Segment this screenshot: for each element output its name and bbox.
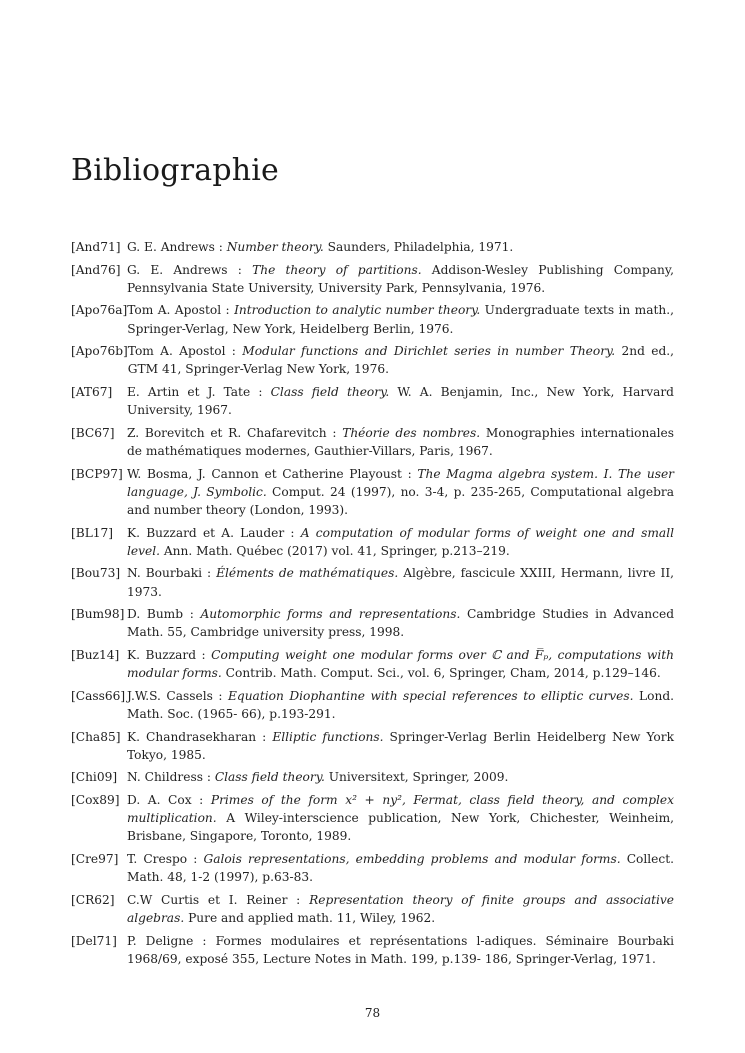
entry-text [127, 687, 674, 723]
entry-publication: Formes modulaires et représentations l-adiques. Séminaire Bourbaki 1968/69, exposé 355, Lecture Notes in Math. 199, p.139- 186, Springer-Verlag, 1971. [127, 933, 674, 966]
entry-publication: Cambridge Studies in Advanced Math. 55, Cambridge university press, 1998. [127, 607, 674, 640]
entry-author: G. E. Andrews : [127, 262, 253, 277]
entry-title: Galois representations, embedding problems and modular forms. [203, 851, 621, 866]
entry-title: Class field theory. [270, 384, 390, 399]
entry-text [127, 891, 674, 927]
entry-key: [Cass66] [71, 688, 126, 703]
entry-text [127, 728, 674, 764]
entry-text [128, 342, 674, 378]
entry-author: C.W Curtis et I. Reiner : [127, 892, 310, 907]
entry-publication: A Wiley-interscience publication, New York, Chichester, Weinheim, Brisbane, Singapore, Toronto, 1989. [127, 811, 674, 844]
entry-title: Automorphic forms and representations. [200, 607, 461, 622]
bibliography-entry [71, 891, 674, 927]
entry-author: D. A. Cox : [127, 792, 211, 807]
entry-publication: Monographies internationales de mathématiques modernes, Gauthier-Villars, Paris, 1967. [127, 425, 674, 458]
entry-title: Computing weight one modular forms over ℂ and F̅ₚ, computations with modular forms. [127, 647, 675, 681]
bibliography-entry [71, 768, 674, 786]
entry-publication: Saunders, Philadelphia, 1971. [323, 240, 514, 254]
bibliography-entry [71, 301, 674, 337]
page-title: Bibliographie [71, 153, 280, 188]
entry-key: [Cha85] [71, 729, 121, 744]
entry-author: P. Deligne : [127, 933, 216, 948]
bibliography-entry [71, 850, 674, 886]
entry-key: [BC67] [71, 425, 115, 440]
entry-key: [Apo76a] [71, 303, 128, 318]
entry-author: Tom A. Apostol : [127, 344, 243, 359]
entry-text [127, 605, 674, 641]
entry-key: [Buz14] [71, 647, 120, 662]
entry-title: Representation theory of finite groups and associative algebras. [127, 892, 675, 925]
entry-key: [Apo76b] [71, 344, 128, 359]
entry-title: Modular functions and Dirichlet series in number Theory. [242, 344, 616, 359]
entry-key: [BCP97] [71, 466, 123, 481]
entry-author: N. Childress : [127, 770, 215, 785]
entry-author: K. Chandrasekharan : [127, 729, 273, 744]
entry-author: E. Artin et J. Tate : [127, 384, 271, 399]
bibliography-entry [71, 383, 674, 419]
entry-text [127, 791, 674, 846]
entry-author: Z. Borevitch et R. Chafarevitch : [127, 425, 343, 440]
entry-text [127, 932, 674, 968]
entry-publication: Addison-Wesley Publishing Company, Pennsylvania State University, University Park, Pennsylvania, 1976. [127, 262, 674, 295]
bibliography-list [71, 238, 674, 972]
entry-publication: Comput. 24 (1997), no. 3-4, p. 235-265, Computational algebra and number theory (London, 1993). [127, 484, 674, 517]
entry-publication: Pure and applied math. 11, Wiley, 1962. [184, 910, 436, 925]
bibliography-entry [71, 605, 674, 641]
entry-title: Théorie des nombres. [342, 425, 481, 440]
entry-author: Tom A. Apostol : [127, 303, 235, 318]
bibliography-entry [71, 932, 674, 968]
entry-text [127, 383, 674, 419]
entry-title: Elliptic functions. [272, 729, 384, 744]
entry-publication: Contrib. Math. Comput. Sci., vol. 6, Springer, Cham, 2014, p.129–146. [221, 666, 661, 681]
entry-publication: 2nd ed., GTM 41, Springer-Verlag New York, 1976. [127, 344, 674, 377]
entry-author: N. Bourbaki : [127, 566, 217, 581]
entry-key: [AT67] [71, 384, 113, 399]
bibliography-entry [71, 791, 674, 846]
entry-text [127, 301, 674, 337]
entry-publication: Ann. Math. Québec (2017) vol. 41, Springer, p.213–219. [159, 543, 510, 558]
entry-author: K. Buzzard : [127, 647, 212, 662]
bibliography-entry [71, 524, 674, 560]
entry-key: [Bum98] [71, 607, 125, 622]
bibliography-entry [71, 728, 674, 764]
entry-key: [Cre97] [71, 851, 119, 866]
entry-title: The Magma algebra system. I. The user language, J. Symbolic. [127, 466, 675, 499]
entry-text [127, 261, 674, 297]
entry-key: [And71] [71, 240, 121, 254]
entry-title: The theory of partitions. [252, 262, 422, 277]
entry-text [127, 564, 674, 600]
entry-author: K. Buzzard et A. Lauder : [127, 525, 301, 540]
entry-publication: Universitext, Springer, 2009. [324, 770, 509, 785]
bibliography-entry [71, 238, 674, 256]
entry-text [127, 850, 674, 886]
entry-title: A computation of modular forms of weight one and small level. [127, 525, 674, 558]
entry-key: [CR62] [71, 892, 115, 907]
entry-title: Equation Diophantine with special references to elliptic curves. [228, 688, 634, 703]
entry-text [127, 424, 674, 460]
entry-author: G. E. Andrews : [127, 240, 227, 254]
entry-text [127, 465, 674, 520]
entry-title: Number theory. [226, 240, 324, 254]
bibliography-entry [71, 564, 674, 600]
entry-title: Introduction to analytic number theory. [234, 303, 481, 318]
entry-publication: Undergraduate texts in math., Springer-Verlag, New York, Heidelberg Berlin, 1976. [127, 303, 674, 336]
page-number: 78 [364, 1006, 381, 1020]
entry-publication: Algèbre, fascicule XXIII, Hermann, livre II, 1973. [127, 566, 675, 599]
entry-publication: Collect. Math. 48, 1-2 (1997), p.63-83. [127, 851, 674, 885]
entry-title: Primes of the form x² + ny², Fermat, class field theory, and complex multiplication. [127, 792, 674, 826]
entry-author: D. Bumb : [127, 607, 201, 622]
entry-publication: Lond. Math. Soc. (1965- 66), p.193-291. [127, 688, 674, 721]
entry-text [127, 646, 674, 682]
entry-text [127, 768, 674, 786]
bibliography-entry [71, 261, 674, 297]
entry-key: [And76] [71, 262, 121, 277]
entry-author: T. Crespo : [127, 851, 204, 866]
entry-text [127, 238, 674, 256]
bibliography-entry [71, 465, 674, 520]
entry-key: [Del71] [71, 933, 117, 948]
entry-author: W. Bosma, J. Cannon et Catherine Playoust : [127, 466, 418, 481]
entry-key: [Chi09] [71, 770, 118, 785]
entry-key: [Cox89] [71, 792, 120, 807]
entry-key: [Bou73] [71, 566, 121, 581]
entry-text [127, 524, 674, 560]
bibliography-entry [71, 424, 674, 460]
entry-key: [BL17] [71, 525, 114, 540]
bibliography-entry [71, 687, 674, 723]
entry-publication: Springer-Verlag Berlin Heidelberg New York Tokyo, 1985. [127, 729, 674, 762]
entry-author: J.W.S. Cassels : [127, 688, 228, 703]
entry-title: Class field theory. [214, 770, 325, 785]
entry-publication: W. A. Benjamin, Inc., New York, Harvard University, 1967. [127, 384, 674, 418]
bibliography-entry [71, 646, 674, 682]
entry-title: Éléments de mathématiques. [216, 566, 399, 581]
bibliography-entry [71, 342, 674, 378]
